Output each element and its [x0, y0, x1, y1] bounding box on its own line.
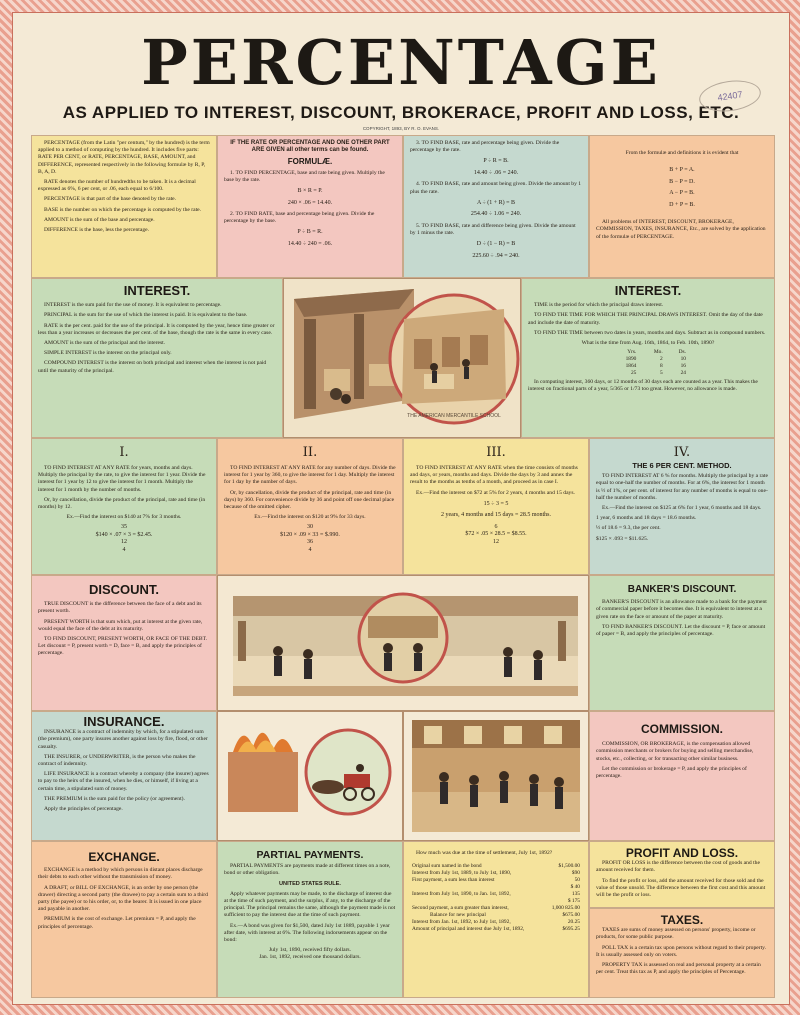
time-between-rule: TO FIND THE TIME between two dates in years, months and days. Subtract as in compound numbers. [534, 329, 766, 336]
commission-title: COMMISSION. [640, 722, 723, 736]
rule-3-formula: P ÷ R = B. [483, 158, 509, 165]
evident-outro: All problems of INTEREST, DISCOUNT, BROKERAGE, COMMISSION, TAXES, INSURANCE, Etc., are solved by the application of the formulæ of PERCENTAGE. [596, 219, 766, 240]
cell: 10 [680, 356, 686, 363]
page-subtitle: AS APPLIED TO INTEREST, DISCOUNT, BROKERACE, PROFIT AND LOSS, ETC. [62, 103, 740, 122]
rule-4-formula: A ÷ (1 + R) = B [476, 199, 516, 206]
rule-5: 5. TO FIND BASE, rate and difference being given. Divide the amount by 1 minus the rate. [410, 222, 576, 237]
table-row [608, 356, 688, 363]
method-2-calc-expr: $120 × .09 × 33 [280, 531, 319, 538]
life-insurance-def: LIFE INSURANCE is a contract whereby a company (the insurer) agrees to pay to the heirs of the insured, when he dies, or himself, if living at a certain time, a stipulated sum of money. [38, 771, 209, 792]
method-2-text2: Or, by cancellation, divide the product of the principal, rate and time (in days) by 360. For convenience divide by 36 and point off one decimal place because of the omitted cipher. [224, 489, 395, 511]
cell: 135 [571, 891, 580, 898]
settlement-panel [403, 841, 589, 998]
poster [12, 12, 790, 1005]
evident-4: D + P = B. [669, 201, 695, 208]
method-3-calc-2: 2 years, 4 months and 15 days = 28.5 months. [440, 512, 552, 519]
rule-1: 1. TO FIND PERCENTAGE, base and rate being given. Multiply the base by the rate. [224, 169, 385, 183]
exchange-panel [31, 841, 217, 998]
method-4-panel [589, 438, 775, 575]
year-note: In computing interest, 360 days, or 12 months of 30 days each are counted as a year. This makes the interest on fractional parts of a year, 5/365 or 1/73 too great. However, no allowance is made. [528, 379, 758, 393]
method-1-example: Ex.—Find the interest on $140 at 7% for 3 months. [66, 514, 182, 521]
method-2-calc [224, 532, 396, 540]
method-1-text: TO FIND INTEREST AT ANY RATE for years, months and days. Multiply the principal by the rate, to give the interest for 1 year. Divide the interest for 1 year by 12 to give the interest for 1 month. Multiply the interest for 1 month by the number of months. [38, 465, 206, 493]
method-4-line-2: ½ of 18.6 = 9.3, the per cent. [596, 525, 661, 532]
method-2-calc-bottom: 4 [308, 546, 312, 553]
mercantile-school-image [284, 279, 520, 437]
cell: 8 [660, 363, 663, 370]
cell: $90 [571, 870, 580, 877]
commission-office-image [404, 712, 588, 840]
definition-amount: AMOUNT is the sum of the base and percentage. [44, 216, 155, 223]
cell: Interest from July 1st, 1890, to Jan. 1st, 1892, [412, 891, 511, 898]
cell: 1864 [625, 363, 637, 370]
method-1-calc-expr: $140 × .07 × 3 [95, 531, 131, 538]
cell: Interest from Jan. 1st, 1892, to July 1st, 1892, [412, 919, 511, 926]
page-title: PERCENTAGE [141, 26, 661, 99]
bank-image [218, 576, 588, 710]
evident-3: A − P = B. [669, 190, 695, 197]
present-worth-def: PRESENT WORTH is that sum which, put at interest at the given rate, would equal the face of the debt at its maturity. [38, 618, 203, 632]
commission-apply: Let the commission or brokerage = P, and apply the principles of percentage. [596, 765, 747, 780]
rule-5-formula: D ÷ (1 − R) = B [476, 241, 516, 248]
time-table [608, 349, 688, 377]
rule-4-example: 254.40 ÷ 1.06 = 240. [470, 211, 522, 218]
evident-panel [589, 135, 775, 278]
rule-2-example: 14.40 ÷ 240 = .06. [287, 240, 333, 247]
cell: 2 [660, 356, 663, 363]
copyright: COPYRIGHT, 1893, BY R. O. EVANS. [362, 126, 440, 131]
method-2-calc-top: 30 [307, 524, 313, 531]
method-2-answer: = $.990. [319, 531, 340, 538]
cell: 24 [680, 370, 686, 377]
insurer-def: THE INSURER, or UNDERWRITER, is the person who makes the contract of indemnity. [38, 753, 196, 768]
cell: $1,500.00 [558, 863, 580, 870]
time-table-header [608, 349, 688, 356]
method-4-title: THE 6 PER CENT. METHOD. [632, 461, 732, 470]
formulae-heading: FORMULÆ. [287, 157, 333, 167]
profit-loss-title: PROFIT AND LOSS. [625, 846, 739, 860]
exchange-def: EXCHANGE is a method by which persons in distant places discharge their debts to each other without the transmission of money. [38, 867, 203, 881]
partial-payments-panel [217, 841, 403, 998]
office-illustration [403, 711, 589, 841]
rule-5-example: 225.60 ÷ .94 = 240. [472, 252, 520, 259]
rule-1-formula: B × R = P. [297, 188, 323, 195]
method-1-answer: = $2.45. [132, 531, 153, 538]
discount-panel [31, 575, 217, 711]
rule-1-example: 240 × .06 = 14.40. [287, 199, 333, 206]
method-3-calc-divisor: 12 [493, 538, 499, 545]
col-months: Mo. [653, 349, 663, 356]
method-3-panel [403, 438, 589, 575]
cell: Original sum named in the bond [412, 863, 482, 870]
method-3-number: III. [486, 445, 506, 460]
commission-panel [589, 711, 775, 841]
definition-percentage: PERCENTAGE (from the Latin "per centum," by the hundred) is the term applied to a method of computing by the hundred. It includes five parts: RATE PER CENT, or RATE, PERCENTAGE, BASE, AMOUNT, and DIFFERENCE, represented respectively in the following formulæ by R, P, B, A, D. [38, 140, 210, 175]
evident-2: B − P = D. [669, 178, 695, 185]
cell: Interest from July 1st, 1889, to July 1st, 1890, [412, 870, 512, 877]
partial-payments-def: PARTIAL PAYMENTS are payments made at different times on a note, bond or other obligation. [224, 863, 391, 877]
method-2-example: Ex.—Find the interest on $120 at 9% for 33 days. [254, 514, 366, 521]
find-discount-rule: TO FIND DISCOUNT, PRESENT WORTH, OR FACE OF THE DEBT. Let discount = P, present worth = D, face = B, and apply the principles of percentage. [38, 636, 208, 657]
method-1-number: I. [119, 445, 129, 460]
cell: Second payment, a sum greater than interest, [412, 905, 509, 912]
method-3-text: TO FIND INTEREST AT ANY RATE when the time consists of months and days, or years, months and days. Divide the days by 3 and annex the result to the months as tenths of a month, and proceed as in case I. [410, 465, 578, 486]
interest-left-panel [31, 278, 283, 438]
table-row [608, 370, 688, 377]
method-4-number: IV. [673, 445, 691, 460]
taxes-title: TAXES. [660, 913, 704, 927]
cell: 50 [574, 877, 580, 884]
formulae-intro: IF THE RATE OR PERCENTAGE AND ONE OTHER PART ARE GIVEN all other terms can be found. [230, 140, 390, 154]
rule-2-formula: P ÷ B = R. [297, 229, 323, 236]
premium-def: THE PREMIUM is the sum paid for the policy (or agreement). [44, 795, 185, 802]
rule-3: 3. TO FIND BASE, rate and percentage being given. Divide the percentage by the rate. [410, 140, 560, 154]
method-1-calc [38, 532, 210, 540]
profit-loss-def: PROFIT OR LOSS is the difference between the cost of goods and the amount received for them. [596, 860, 760, 874]
time-question: What is the time from Aug. 16th, 1864, to Feb. 10th, 1890? [581, 340, 715, 347]
bankers-discount-def: BANKER'S DISCOUNT is an allowance made to a bank for the payment of commercial paper before it becomes due. It is equivalent to interest at a given rate on the face or amount of the paper at maturity. [596, 599, 767, 620]
poll-tax-def: POLL TAX is a certain tax upon persons without regard to their property. It is usually assessed only on voters. [596, 944, 767, 958]
settlement-question: How much was due at the time of settlement, July 1st, 1892? [416, 850, 553, 856]
compound-interest-def: COMPOUND INTEREST is the interest on both principal and interest when the interest is not paid until the maturity of the principal. [38, 360, 267, 374]
cell: $695.25 [562, 926, 580, 933]
amount-def: AMOUNT is the sum of the principal and the interest. [44, 340, 166, 347]
method-2-text: TO FIND INTEREST AT ANY RATE for any number of days. Divide the interest for 1 year by 360, to give the interest for 1 day. Multiply the interest for 1 day by the number of days. [224, 465, 396, 486]
cell: $675.00 [562, 912, 580, 919]
definitions-panel [31, 135, 217, 278]
interest-right-panel [521, 278, 775, 438]
exchange-premium-def: PREMIUM is the cost of exchange. Let premium = P, and apply the principles of percentage. [38, 916, 196, 930]
partial-payments-title: PARTIAL PAYMENTS. [256, 849, 364, 861]
cell: Balance for new principal [430, 912, 486, 919]
cell: First payment, a sum less than interest [412, 877, 495, 884]
method-2-panel [217, 438, 403, 575]
cell: 1890 [625, 356, 637, 363]
method-1-panel [31, 438, 217, 575]
profit-loss-rule: To find the profit or loss, add the amount received for those sold and the value of those unsold. The difference between the first cost and this amount will be the profit or loss. [596, 877, 766, 899]
interest-right-title: INTEREST. [614, 283, 682, 298]
school-illustration [283, 278, 521, 438]
settlement-table [410, 863, 582, 933]
principal-def: PRINCIPAL is the sum for the use of which the interest is paid. It is equivalent to the base. [44, 312, 248, 319]
rule-4: 4. TO FIND BASE, rate and amount being given. Divide the amount by 1 plus the rate. [410, 181, 582, 195]
cell: Amount of principal and interest due July 1st, 1892, [412, 926, 525, 933]
fire-illustration [217, 711, 403, 841]
indorsement-2: Jan. 1st, 1892, received one thousand dollars. [259, 954, 361, 961]
taxes-panel [589, 908, 775, 998]
us-rule-text: Apply whatever payments may be made, to the discharge of interest due at the time of such payment, and the surplus, if any, to the discharge of the principal. The principal remains the same, although the payment made is not sufficient to pay the interest due at the time of such payment. [224, 890, 396, 919]
method-1-calc-top: 35 [121, 524, 127, 531]
col-days: Ds. [678, 349, 686, 356]
evident-intro: From the formulæ and definitions it is evident that [625, 150, 739, 156]
insurance-apply: Apply the principles of percentage. [44, 806, 123, 813]
rule-2: 2. TO FIND RATE, base and percentage being given. Divide the percentage by the base. [224, 211, 375, 225]
cell: 1,000 825.00 [551, 905, 580, 912]
bankers-discount-panel [589, 575, 775, 711]
method-3-answer: = $8.55. [506, 531, 527, 538]
method-1-text2: Or, by cancellation, divide the product of the principal, rate and time (in months) by 12. [38, 496, 206, 511]
table-row [608, 363, 688, 370]
draft-def: A DRAFT, or BILL OF EXCHANGE, is an order by one person (the drawer) directing a second party (the drawee) to pay a certain sum to a third party (the payee) or to his order, or, to the bearer. It is issued in one place and payable in another. [38, 884, 208, 913]
indorsement-1: July 1st, 1890, received fifty dollars. [268, 947, 352, 954]
profit-loss-panel [589, 841, 775, 908]
base-rules-panel [403, 135, 589, 278]
commission-def: COMMISSION, OR BROKERAGE, is the compensation allowed commission merchants or brokers for buying and selling merchandise, stocks, etc., collecting, or for transacting other similar business. [596, 741, 754, 762]
discount-title: DISCOUNT. [88, 582, 160, 597]
cell: 5 [660, 370, 663, 377]
cell: 16 [680, 363, 686, 370]
exchange-title: EXCHANGE. [88, 850, 160, 864]
fire-engine-image [218, 712, 402, 840]
partial-example: Ex.—A bond was given for $1,500, dated July 1st 1889, payable 1 year after date, with interest at 6%. The following indorsements appear on the bond: [224, 922, 390, 944]
method-3-calc [410, 531, 582, 539]
us-rule-title: UNITED STATES RULE. [279, 880, 341, 887]
definition-rate: RATE denotes the number of hundredths to be taken. It is a decimal expressed as 6%, 6 per cent, or .06, each equal to 6/100. [38, 179, 196, 193]
true-discount-def: TRUE DISCOUNT is the difference between the face of a debt and its present worth. [38, 601, 202, 615]
method-2-number: II. [302, 445, 318, 460]
cell [410, 898, 545, 905]
cell: $ 40 [570, 884, 580, 891]
bankers-discount-title: BANKER'S DISCOUNT. [627, 584, 737, 595]
formulae-panel [217, 135, 403, 278]
rule-3-example: 14.40 ÷ .06 = 240. [473, 169, 519, 176]
bank-illustration [217, 575, 589, 711]
table-row [410, 877, 582, 884]
insurance-def: INSURANCE is a contract of indemnity by which, for a stipulated sum (the premium), one party insures another against loss by fire, flood, or other casualty. [38, 729, 208, 750]
method-4-line-3: $125 × .093 = $11.625. [596, 535, 649, 542]
cell: $ 175 [567, 898, 580, 905]
col-years: Yrs. [627, 349, 637, 356]
illustration-caption: THE AMERICAN MERCANTILE SCHOOL [407, 413, 501, 419]
time-def: TIME is the period for which the principal draws interest. [534, 302, 664, 309]
method-4-line-1: 1 year, 6 months and 18 days = 18.6 months. [596, 515, 697, 522]
table-row [410, 891, 582, 898]
method-3-example: Ex.—Find the interest on $72 at 5% for 2 years, 4 months and 15 days. [416, 489, 575, 496]
time-rule: TO FIND THE TIME FOR WHICH THE PRINCIPAL DRAWS INTEREST. Omit the day of the date and include the date of maturity. [528, 312, 763, 326]
taxes-def: TAXES are sums of money assessed on persons' property, income or products, for some public purpose. [596, 927, 756, 941]
method-1-calc-bottom: 4 [122, 546, 126, 553]
table-row [410, 926, 582, 933]
cell: 25 [630, 370, 637, 377]
property-tax-def: PROPERTY TAX is assessed on real and personal property at a certain per cent. Treat this tax as P, and apply the principles of Percentage. [596, 962, 761, 976]
interest-left-title: INTEREST. [123, 283, 191, 298]
method-1-calc-divisor: 12 [121, 539, 127, 546]
method-4-text: TO FIND INTEREST AT 6 % for months. Multiply the principal by a rate equal to one-half the number of months. For at 6%, the interest for 1 month is ½ of 1%, or per cent. of interest for any number of months is equal to one-half the number of months. [596, 473, 768, 501]
method-2-calc-divisor: 36 [307, 539, 313, 546]
rate-def: RATE is the per cent. paid for the use of the principal. It is computed by the year, hence time greater or less than a year increases or decreases the per cent. of the base, though the rate is the same in every case. [38, 322, 275, 336]
library-stamp: 42407 [697, 77, 763, 115]
insurance-title: INSURANCE. [83, 714, 165, 729]
method-4-example: Ex.—Find the interest on $125 at 6% for 1 year, 6 months and 18 days. [602, 505, 762, 512]
evident-1: B + P = A. [669, 167, 695, 174]
method-3-calc-expr: $72 × .05 × 28.5 [465, 531, 506, 538]
method-3-calc-top: 6 [494, 523, 498, 530]
cell: 20.25 [567, 919, 580, 926]
find-bankers-discount: TO FIND BANKER'S DISCOUNT. Let the discount = P, face or amount of paper = B, and apply the principles of percentage. [596, 623, 766, 638]
insurance-panel [31, 711, 217, 841]
method-3-calc-1: 15 ÷ 3 = 5 [483, 500, 509, 507]
definition-base: BASE is the number on which the percentage is computed by the rate. [44, 206, 202, 213]
definition-percentage-part: PERCENTAGE is that part of the base denoted by the rate. [44, 196, 177, 203]
simple-interest-def: SIMPLE INTEREST is the interest on the principal only. [44, 350, 172, 357]
definition-difference: DIFFERENCE is the base, less the percentage. [44, 227, 150, 234]
table-row [410, 870, 582, 877]
interest-def: INTEREST is the sum paid for the use of money. It is equivalent to percentage. [44, 302, 222, 309]
table-row [410, 898, 582, 905]
